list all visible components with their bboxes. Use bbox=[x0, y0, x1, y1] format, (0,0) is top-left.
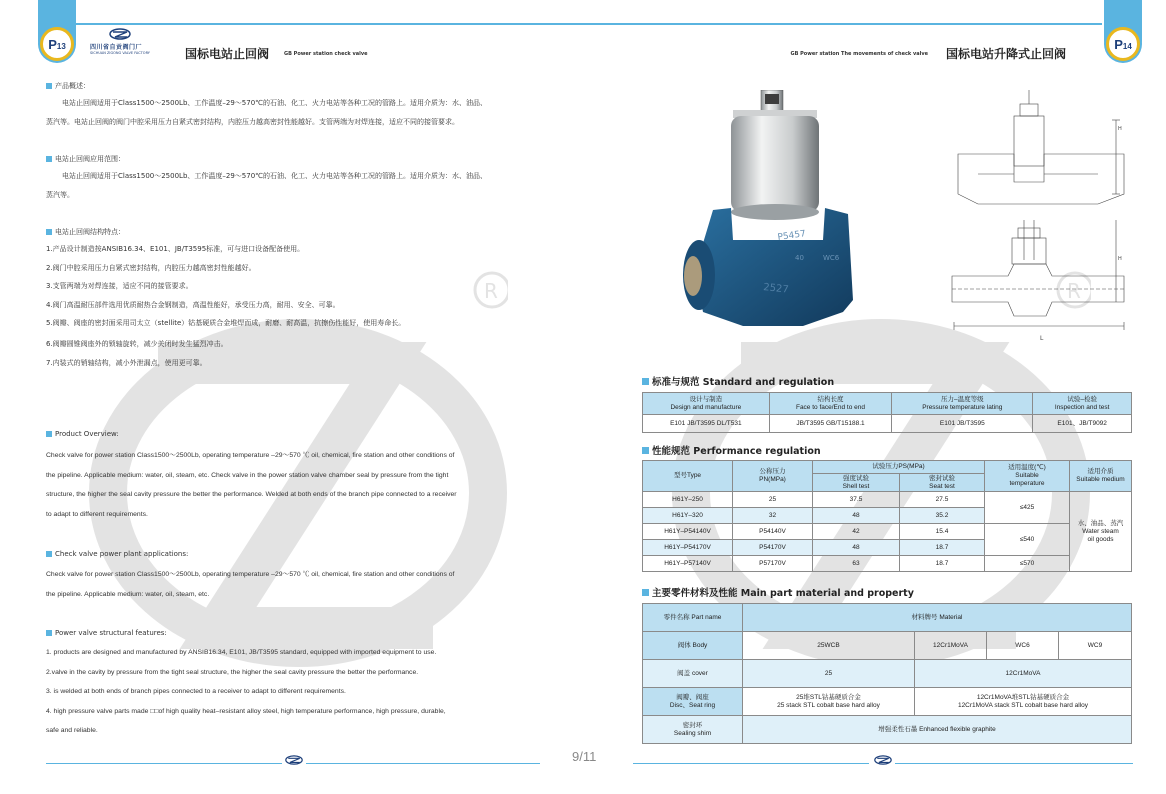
en-features-heading: Power valve structural features: bbox=[46, 629, 167, 637]
features-heading: 电站止回阀结构特点： bbox=[46, 227, 125, 237]
logo-cn-text: 四川省自贡阀门厂 bbox=[90, 44, 143, 51]
right-page-badge: P 14 bbox=[1106, 27, 1140, 61]
table-header: 材料牌号 Material bbox=[743, 604, 1132, 632]
table-header: 压力–温度等级 Pressure temperature lating bbox=[892, 393, 1033, 415]
table-header: 强度试验 Shell test bbox=[813, 474, 900, 492]
list-item: 4. high pressure valve parts made □□of high quality heat–resistant alloy steel, high temperature performance, high pressure, durable, bbox=[46, 707, 446, 715]
svg-text:R: R bbox=[1067, 279, 1081, 303]
table-row: H61Y–320 32 48 35.2 bbox=[643, 508, 1132, 524]
scope-paragraph: 电站止回阀适用于Class1500～2500Lb、工作温度–29～570℃的石油、化工、火力电站等各种工况的管路上。适用介质为：水、油品、 蒸汽等。 bbox=[46, 172, 488, 199]
table-header: 公称压力 PN(MPa) bbox=[733, 461, 813, 492]
footer-rule bbox=[46, 763, 282, 764]
list-item: 1.产品设计制造按ANSIB16.34、E101、JB/T3595标准，可与进口设备配备使用。 bbox=[46, 245, 305, 253]
performance-table bbox=[642, 460, 1132, 572]
features-list bbox=[46, 240, 405, 372]
performance-title: 性能规范 Performance regulation bbox=[642, 443, 821, 457]
factory-logo bbox=[90, 28, 150, 55]
logo-mark-icon bbox=[90, 28, 150, 42]
table-row: 阀盖 cover 25 12Cr1MoVA bbox=[643, 660, 1132, 688]
materials-table bbox=[642, 603, 1132, 744]
standards-table bbox=[642, 392, 1132, 433]
scope-heading: 电站止回阀应用范围： bbox=[46, 154, 125, 164]
list-item: 4.阀门高温耐压部件选用优质耐热合金钢制造，高温性能好，承受压力高，耐用、安全、可靠。 bbox=[46, 300, 340, 309]
table-row: E101 JB/T3595 DL/T531 JB/T3595 GB/T15188.1 E101 JB/T3595 E101、JB/T9092 bbox=[643, 415, 1132, 433]
table-header: 适用温度(℃) Suitable temperature bbox=[985, 461, 1070, 492]
footer-logo-icon bbox=[873, 755, 893, 768]
table-header: 结构长度 Face to face/End to end bbox=[769, 393, 892, 415]
en-app-paragraph: Check valve for power station Class1500～2500Lb, operating temperature –29～570 ℃ oil, chemical, fire station and other conditions of the pipeline. Applicable medium: water, oil, steam, etc. bbox=[46, 571, 455, 598]
en-features-list bbox=[46, 643, 446, 741]
materials-title: 主要零件材料及性能 Main part material and property bbox=[642, 585, 914, 599]
overview-heading: 产品概述： bbox=[46, 81, 90, 91]
left-page-badge: P 13 bbox=[40, 27, 74, 61]
table-row: 阀瓣、阀座 Disc、Seat ring 25堆STL钴基硬质合金 25 stack STL cobalt base hard alloy 12Cr1MoVA堆STL钴基硬质合金 12Cr1MoVA stack STL cobalt base hard alloy bbox=[643, 688, 1132, 716]
valve-drawing bbox=[948, 90, 1130, 352]
table-header: 试验压力PS(MPa) bbox=[813, 461, 985, 474]
list-item: safe and reliable. bbox=[46, 727, 98, 734]
list-item: 2.阀门中腔采用压力自紧式密封结构，内腔压力越高密封性能越好。 bbox=[46, 263, 256, 272]
svg-text:L: L bbox=[1040, 335, 1044, 342]
page-title: 国标电站升降式止回阀 bbox=[945, 47, 1066, 61]
table-header: 设计与制造 Design and manufacture bbox=[643, 393, 770, 415]
overview-paragraph: 电站止回阀适用于Class1500～2500Lb、工作温度–29～570℃的石油、化工、火力电站等各种工况的管路上。适用介质为：水、油品、 蒸汽等。电站止回阀的阀门中腔采用压力自紧式密封结构，内腔压力越高密封性能越好。支管两端为对焊连接，适应不同的接管要求。 bbox=[46, 99, 488, 126]
en-app-heading: Check valve power plant applications: bbox=[46, 550, 188, 558]
table-row: 密封环 Sealing shim 增强柔性石墨 Enhanced flexible graphite bbox=[643, 716, 1132, 744]
list-item: 3. is welded at both ends of branch pipes connected to a receiver to adapt to different requirements. bbox=[46, 688, 346, 695]
footer-logo-icon bbox=[284, 755, 304, 768]
en-overview-heading: Product Overview: bbox=[46, 430, 119, 438]
medium-cell: 水、油品、蒸汽 Water steam oil goods bbox=[1070, 492, 1132, 572]
table-row: H61Y–P54170V P54170V 48 18.7 bbox=[643, 540, 1132, 556]
footer-rule bbox=[306, 763, 540, 764]
table-row: H61Y–250 25 37.5 27.5 ≤425 水、油品、蒸汽 Water steam oil goods bbox=[643, 492, 1132, 508]
list-item: 2.valve in the cavity by pressure from the tight seal structure, the higher the seal cavity pressure the better the performance. bbox=[46, 668, 419, 676]
photo-marking-4: 2527 bbox=[762, 282, 790, 296]
table-header: 试验–检验 Inspection and test bbox=[1033, 393, 1132, 415]
list-item: 5.阀瓣、阀座的密封面采用司太立（stellite）钴基硬质合金堆焊而成，耐磨、耐高温，抗擦伤性能好，使用寿命长。 bbox=[46, 319, 406, 328]
table-header: 型号Type bbox=[643, 461, 733, 492]
svg-text:R: R bbox=[484, 279, 498, 303]
photo-marking-3: WC6 bbox=[823, 254, 840, 262]
list-item: 1. products are designed and manufactured by ANSIB16.34, E101, JB/T3595 standard, equipped with imported equipment to use. bbox=[46, 649, 437, 656]
table-header: 适用介质 Suitable medium bbox=[1070, 461, 1132, 492]
svg-text:H: H bbox=[1118, 256, 1122, 262]
page-title: 国标电站止回阀 bbox=[185, 47, 270, 61]
page-subtitle: GB Power station check valve bbox=[284, 51, 368, 57]
page-subtitle: GB Power station The movements of check valve bbox=[790, 51, 928, 57]
footer-rule bbox=[895, 763, 1133, 764]
list-item: 3.支管两端为对焊连接，适应不同的接管要求。 bbox=[46, 282, 193, 291]
svg-text:H: H bbox=[1118, 126, 1122, 132]
table-header: 零件名称 Part name bbox=[643, 604, 743, 632]
page-number: 9/11 bbox=[572, 749, 597, 764]
footer-rule bbox=[633, 763, 869, 764]
list-item: 6.阀瓣圆锥阀座外的锁轴旋转，减少关闭时发生猛烈冲击。 bbox=[46, 339, 228, 348]
table-row: H61Y–P57140V P57170V 63 18.7 ≤570 bbox=[643, 556, 1132, 572]
standards-title: 标准与规范 Standard and regulation bbox=[642, 374, 834, 388]
en-overview-paragraph: Check valve for power station Class1500～2500Lb, operating temperature –29～570 ℃ oil, chemical, fire station and other conditions of the pipeline. Applicable medium: water, oil, steam, etc. Check valve in the power station valve chamber seal by pressure from the tight structure, the higher the seal cavity pressure the better the performance. Welded at both ends of the branch pipe connected to a receiver to adapt to different requirements. bbox=[46, 452, 457, 518]
header-rule bbox=[40, 23, 583, 25]
table-header: 密封试验 Seat test bbox=[900, 474, 985, 492]
table-row: 阀体 Body 25WCB 12Cr1MoVA WC6 WC9 bbox=[643, 632, 1132, 660]
table-row: H61Y–P54140V P54140V 42 15.4 ≤540 bbox=[643, 524, 1132, 540]
logo-en-text: SICHUAN ZIGONG VALVE FACTORY bbox=[90, 51, 150, 55]
photo-marking-2: 40 bbox=[795, 254, 804, 262]
list-item: 7.内装式的销轴结构，减小外泄漏点，使用更可靠。 bbox=[46, 358, 207, 367]
photo-marking-1: P5457 bbox=[777, 229, 807, 243]
header-rule bbox=[583, 23, 1102, 25]
valve-photo bbox=[673, 90, 875, 348]
